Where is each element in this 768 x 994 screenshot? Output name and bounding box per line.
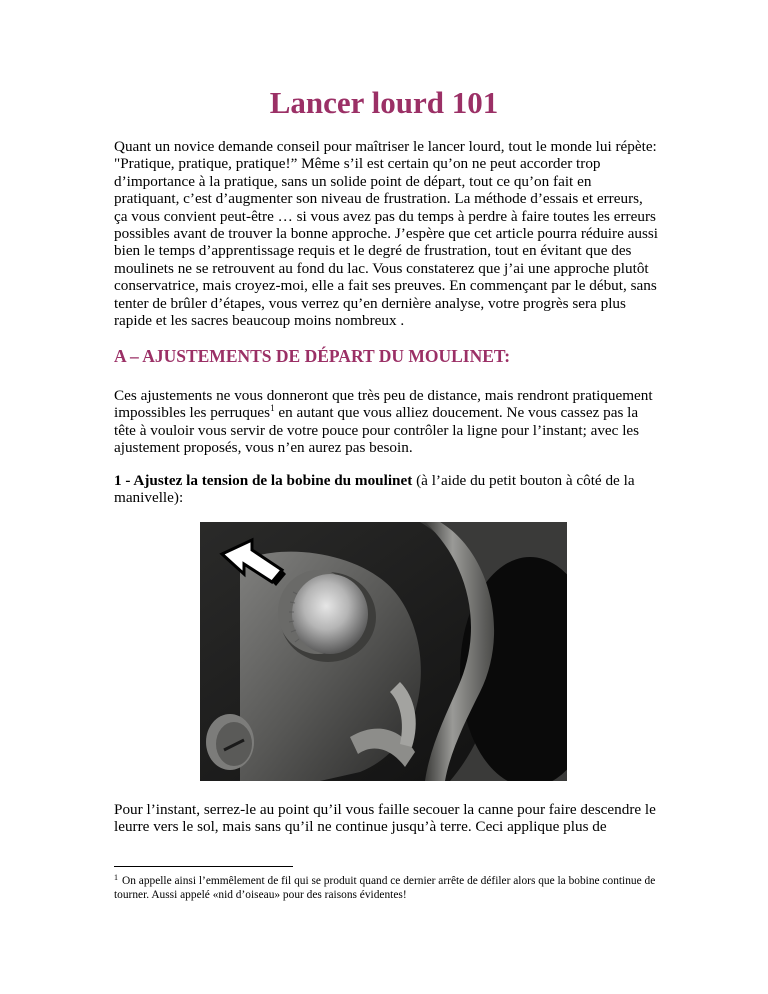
footnote-ref[interactable]: 1	[270, 403, 275, 414]
section-paragraph-text-before: Ces ajustements ne vous donneront que très peu de distance, mais rendront pratiquement impossibles les perruques	[114, 387, 653, 422]
footnote-marker: 1	[114, 873, 118, 882]
after-figure-paragraph: Pour l’instant, serrez-le au point qu’il vous faille secouer la canne pour faire descendre le leurre vers le sol, mais sans qu’il ne continue jusqu’à terre. Ceci applique plus de	[114, 801, 656, 836]
section-paragraph-text-after: en autant que vous alliez doucement. Ne vous cassez pas la tête à vouloir vous servir de votre pouce pour contrôler la ligne pour l’instant; avec les ajustement proposés, vous n’en aurez pas besoin.	[114, 404, 640, 457]
section-paragraph	[114, 387, 659, 457]
step-1-label: 1 - Ajustez la tension de la bobine du moulinet	[114, 472, 413, 489]
page-title: Lancer lourd 101	[269, 85, 499, 120]
intro-paragraph: Quant un novice demande conseil pour maîtriser le lancer lourd, tout le monde lui répète: "Pratique, pratique, pratique!” Même s’il est certain qu’on ne peut accorder trop d’importance à la pratique, sans un solide point de départ, tout ce qu’on fait en pratiquant, c’est d’augmenter son niveau de frustration. La méthode d’essais et erreurs, ça vous convient peut-être … si vous avez pas du temps à perdre à faire toutes les erreurs possibles avant de trouver la bonne approche. J’espère que cet article pourra réduire aussi bien le temps d’apprentissage requis et le degré de frustration, tout en évitant que des moulinets ne se retrouvent au fond du lac. Vous constaterez que j’ai une approche plutôt conservatrice, mais croyez-moi, elle a fait ses preuves. En commençant par le début, sans tenter de brûler d’étapes, vous verrez qu’en dernière analyse, votre progrès sera plus rapide et les sacres beaucoup moins nombreux .	[114, 138, 658, 330]
step-1-paragraph	[114, 472, 659, 507]
footnote	[114, 874, 662, 902]
reel-tension-knob-photo	[200, 522, 567, 781]
section-heading: A – AJUSTEMENTS DE DÉPART DU MOULINET:	[114, 346, 511, 366]
footnote-divider	[114, 866, 293, 867]
footnote-text: On appelle ainsi l’emmêlement de fil qui se produit quand ce dernier arrête de défiler alors que la bobine continue de tourner. Aussi appelé «nid d’oiseau» pour des raisons évidentes!	[114, 875, 656, 901]
step-1-text: (à l’aide du petit bouton à côté de la manivelle):	[114, 472, 635, 507]
